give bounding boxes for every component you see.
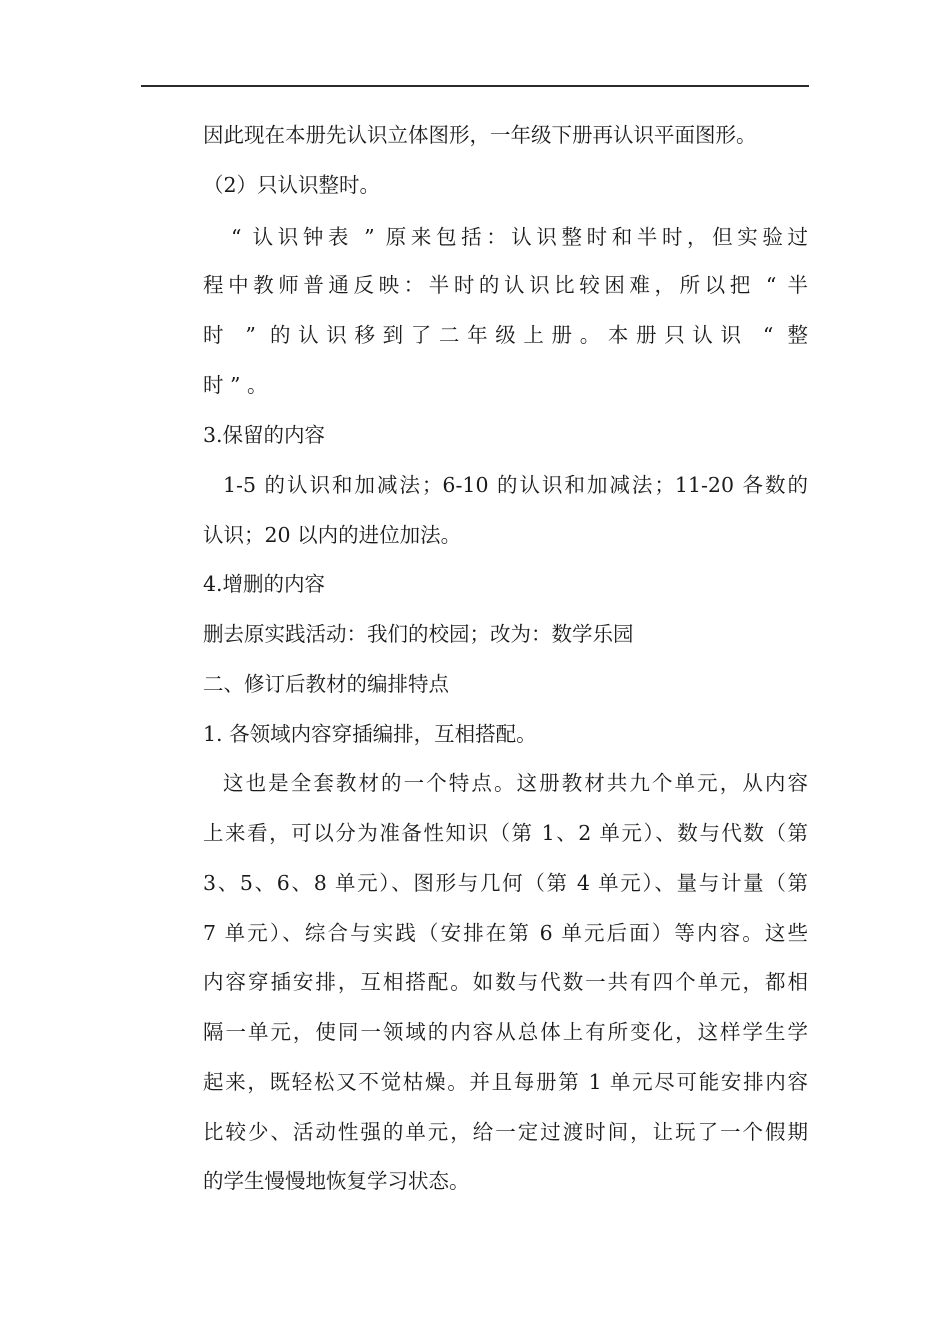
list-item-heading: 1. 各领域内容穿插编排，互相搭配。 xyxy=(203,722,537,746)
header-rule xyxy=(141,85,809,87)
paragraph-line: 起来，既轻松又不觉枯燥。并且每册第 1 单元尽可能安排内容 xyxy=(203,1070,808,1094)
paragraph-line: 7 单元）、综合与实践（安排在第 6 单元后面）等内容。这些 xyxy=(203,921,808,945)
paragraph-line: 这也是全套教材的一个特点。这册教材共九个单元，从内容 xyxy=(223,771,808,795)
section-heading: 4.增删的内容 xyxy=(203,572,326,596)
section-heading: 二、修订后教材的编排特点 xyxy=(203,672,449,696)
subheading-line: （2）只认识整时。 xyxy=(203,173,381,197)
paragraph-line: 删去原实践活动：我们的校园；改为：数学乐园 xyxy=(203,622,634,646)
paragraph-line: 认识；20 以内的进位加法。 xyxy=(203,523,462,547)
paragraph-line: “ 认识钟表 ” 原来包括：认识整时和半时，但实验过 xyxy=(231,225,808,249)
paragraph-line: 内容穿插安排，互相搭配。如数与代数一共有四个单元，都相 xyxy=(203,970,808,994)
paragraph-line: 上来看，可以分为准备性知识（第 1、2 单元）、数与代数（第 xyxy=(203,821,808,845)
paragraph-line: 时 ” 的认识移到了二年级上册。本册只认识 “ 整 xyxy=(203,323,808,347)
section-heading: 3.保留的内容 xyxy=(203,423,326,447)
paragraph-line: 因此现在本册先认识立体图形，一年级下册再认识平面图形。 xyxy=(203,123,757,147)
paragraph-line: 时 ” 。 xyxy=(203,373,268,397)
paragraph-line: 程中教师普通反映：半时的认识比较困难，所以把 “ 半 xyxy=(203,273,808,297)
paragraph-line: 隔一单元，使同一领域的内容从总体上有所变化，这样学生学 xyxy=(203,1020,808,1044)
paragraph-line: 1-5 的认识和加减法；6-10 的认识和加减法；11-20 各数的 xyxy=(223,473,808,497)
paragraph-line: 比较少、活动性强的单元，给一定过渡时间，让玩了一个假期 xyxy=(203,1120,808,1144)
paragraph-line: 的学生慢慢地恢复学习状态。 xyxy=(203,1169,470,1193)
paragraph-line: 3、5、6、8 单元）、图形与几何（第 4 单元）、量与计量（第 xyxy=(203,871,808,895)
